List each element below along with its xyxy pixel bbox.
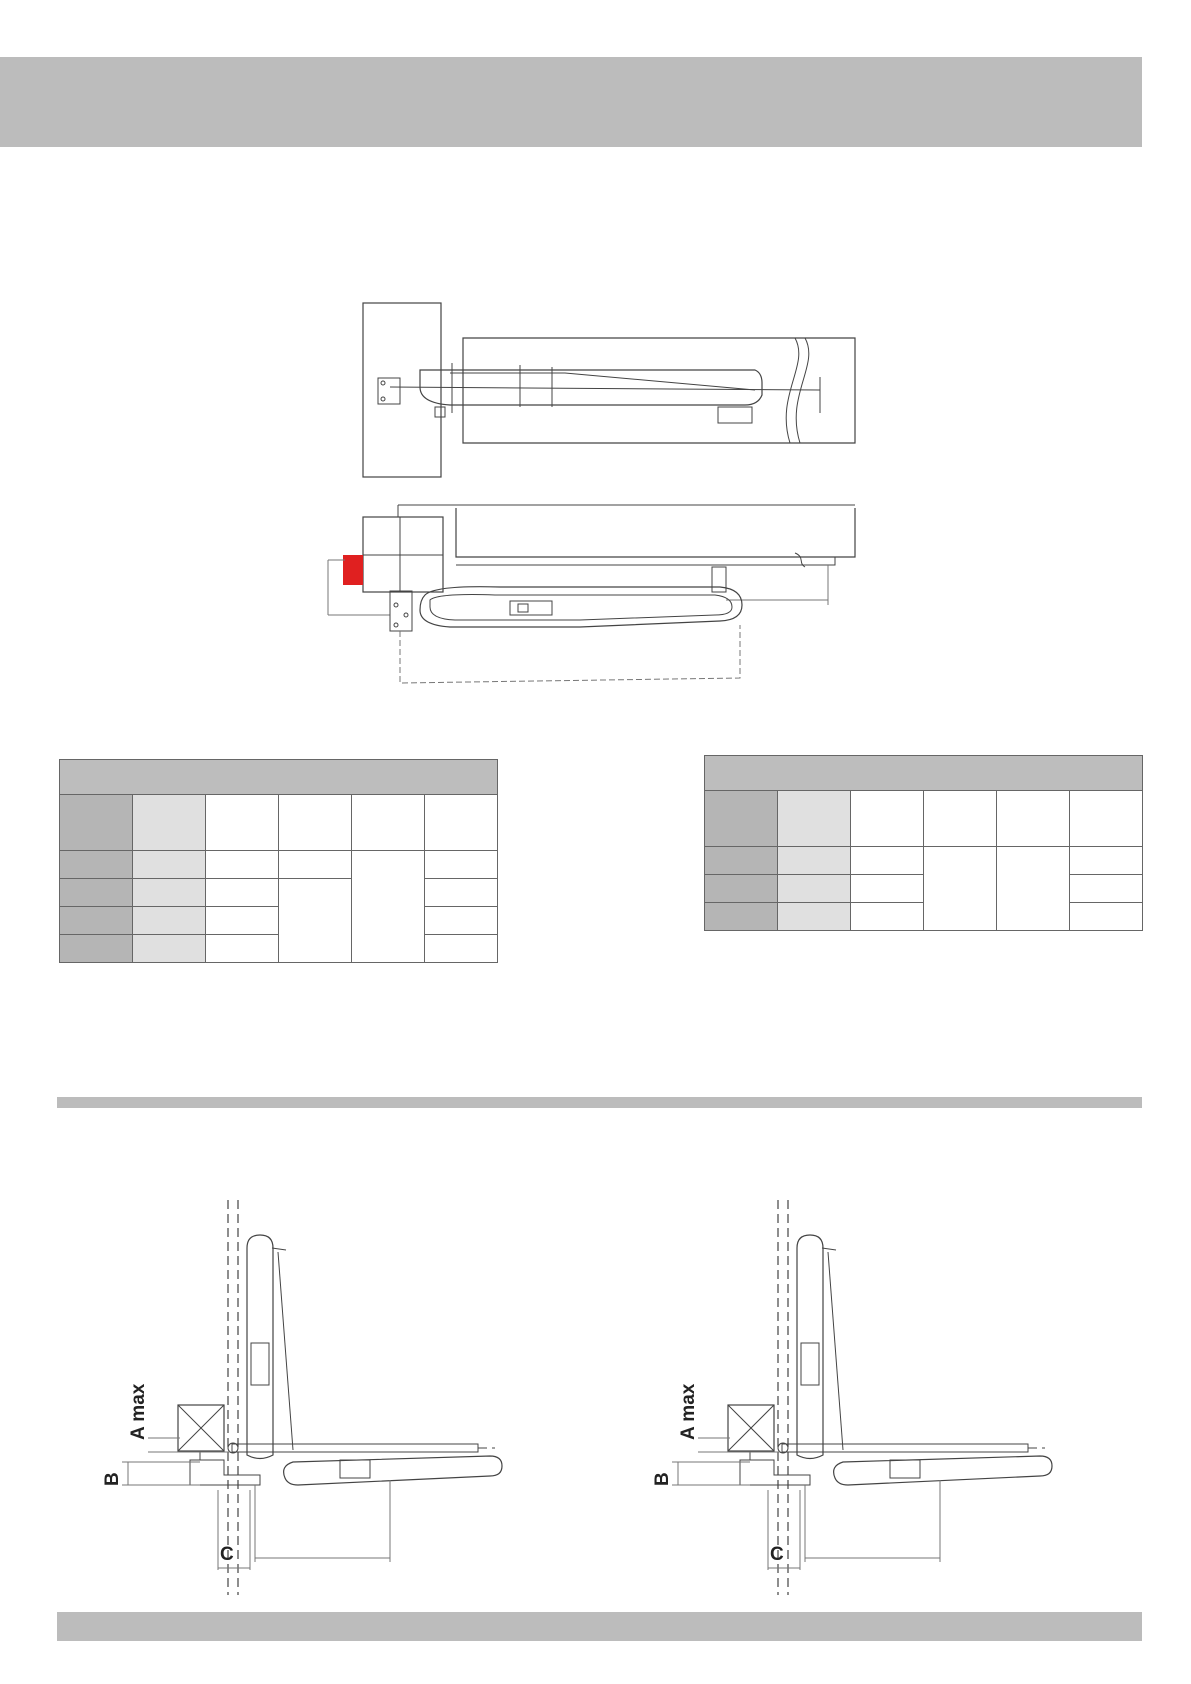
table-header [705, 756, 1143, 791]
spec-table-right [704, 755, 1143, 931]
dimension-b-label: B [652, 1472, 673, 1486]
dimension-c-label: C [770, 1544, 784, 1565]
table-cell [851, 791, 924, 847]
opening-diagram-right [650, 1200, 1070, 1600]
footer-band [57, 1612, 1142, 1641]
table-row [60, 879, 498, 907]
dimension-a-label: A max [678, 1383, 699, 1440]
table-cell [206, 795, 279, 851]
table-cell [778, 791, 851, 847]
highlight-marker [343, 555, 363, 585]
section-divider [57, 1097, 1142, 1108]
spec-table-left [59, 759, 498, 963]
dimension-c-label: C [220, 1544, 234, 1565]
opening-diagram-left [100, 1200, 520, 1600]
installation-diagram-top [320, 295, 860, 695]
dimension-a-label: A max [128, 1383, 149, 1440]
table-cell [133, 795, 206, 851]
table-cell [425, 795, 498, 851]
table-row [60, 851, 498, 879]
table-cell [705, 791, 778, 847]
gate-motor-side [420, 587, 742, 627]
dimension-b-label: B [102, 1472, 123, 1486]
table-header [60, 760, 498, 795]
table-cell [279, 795, 352, 851]
table-row [705, 847, 1143, 875]
table-cell [60, 795, 133, 851]
table-cell [997, 791, 1070, 847]
table-cell [352, 795, 425, 851]
header-band [0, 57, 1142, 147]
table-cell [1070, 791, 1143, 847]
table-cell [924, 791, 997, 847]
